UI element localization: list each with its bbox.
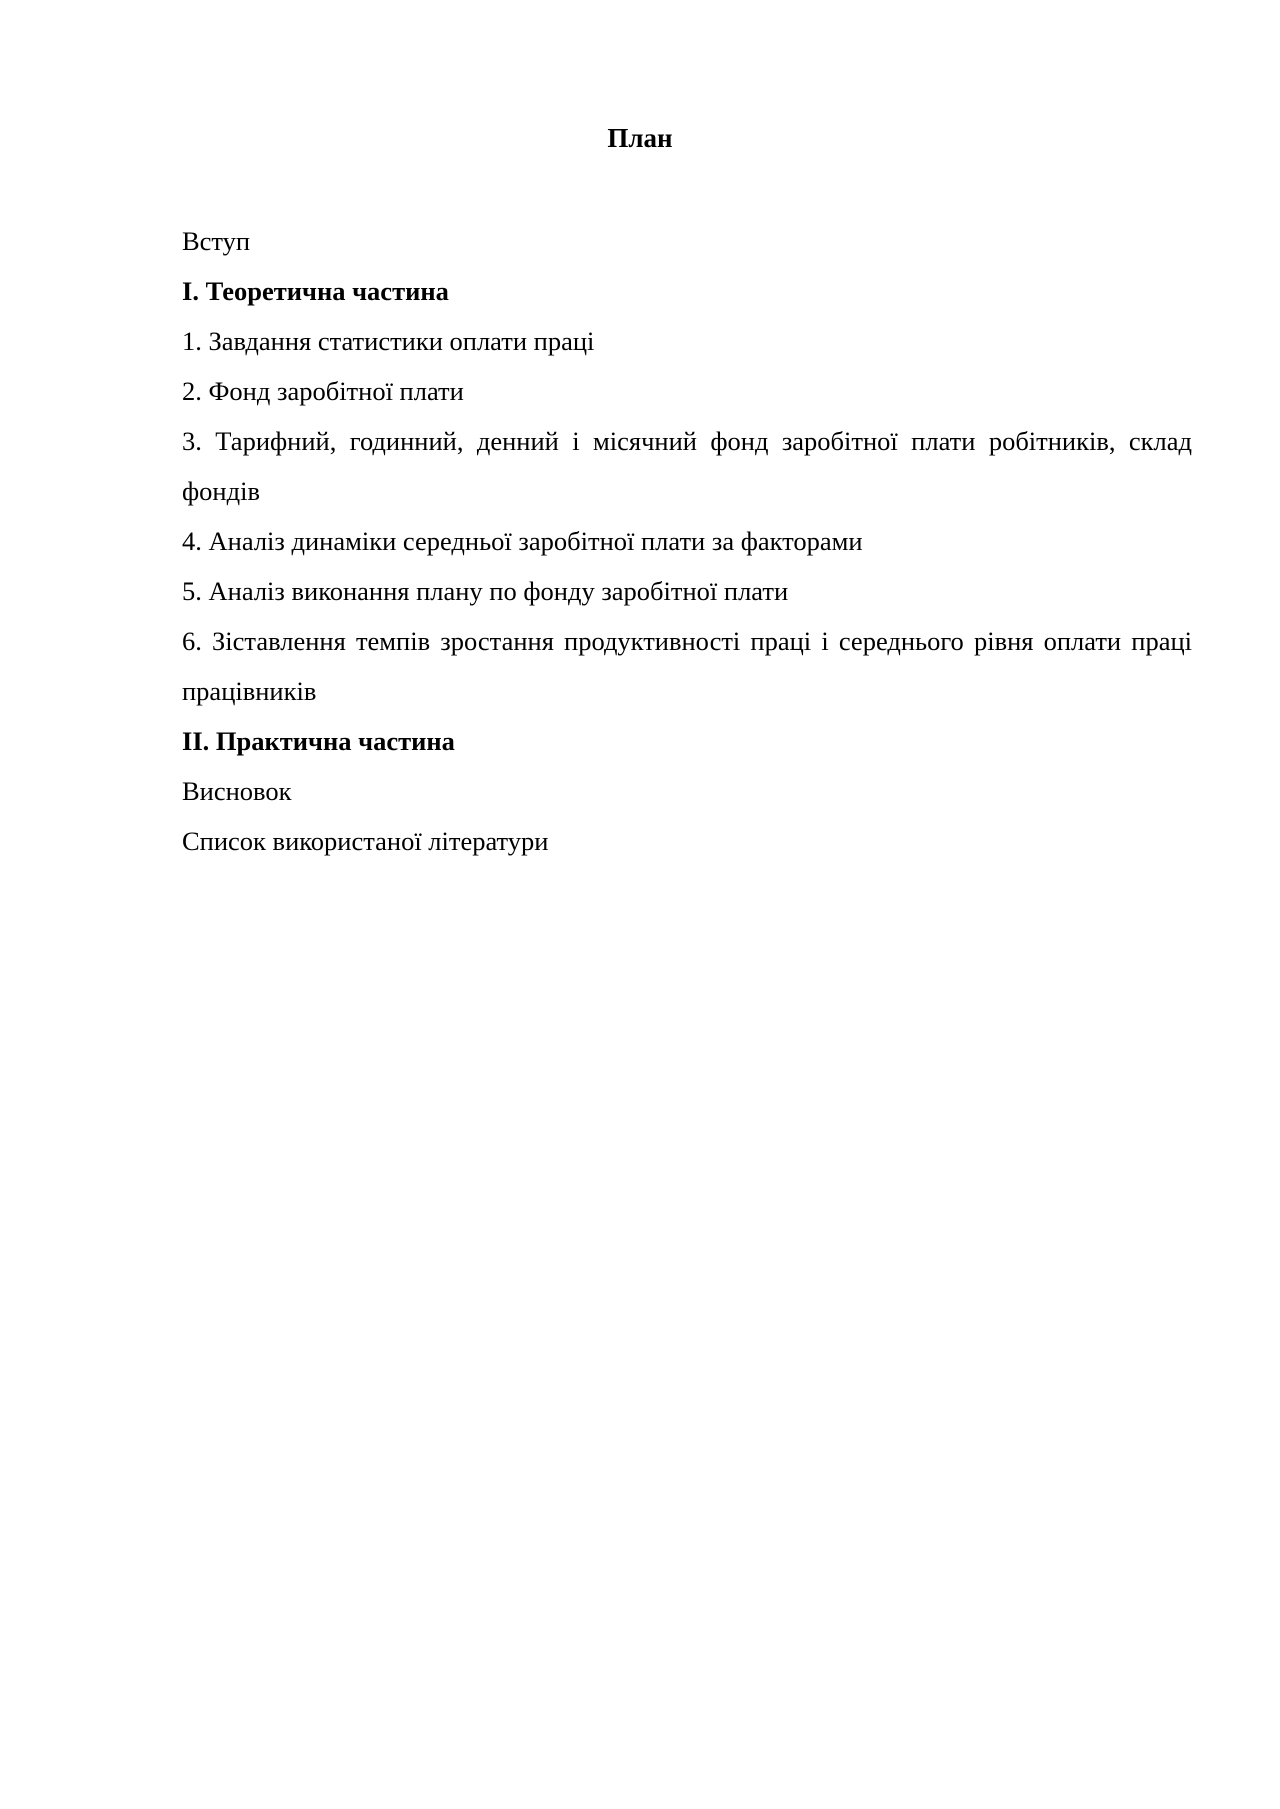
page-title: План [607, 123, 673, 153]
toc-item-1: 1. Завдання статистики оплати праці [182, 326, 595, 356]
toc-item-introduction: Вступ [182, 226, 251, 256]
toc-item-theoretical-part: I. Теоретична частина [182, 276, 449, 306]
toc-item-references: Список використаної літератури [182, 826, 549, 856]
toc-item-5: 5. Аналіз виконання плану по фонду заробітної плати [182, 576, 789, 606]
toc-item-4: 4. Аналіз динаміки середньої заробітної плати за факторами [182, 526, 863, 556]
toc-item-conclusion: Висновок [182, 776, 292, 806]
toc-item-2: 2. Фонд заробітної плати [182, 376, 464, 406]
toc-item-6: 6. Зіставлення темпів зростання продуктивності праці і середнього рівня оплати праці працівників [182, 626, 1192, 706]
table-of-contents [182, 216, 1192, 866]
toc-item-3: 3. Тарифний, годинний, денний і місячний фонд заробітної плати робітників, склад фондів [182, 426, 1192, 506]
toc-item-practical-part: II. Практична частина [182, 726, 455, 756]
